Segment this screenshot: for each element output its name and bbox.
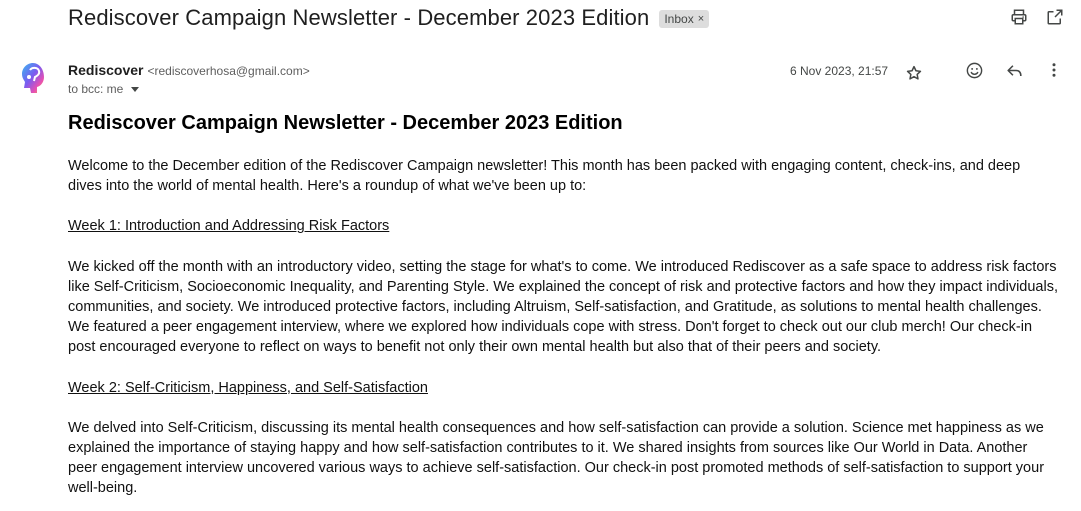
remove-label-icon[interactable]: × <box>697 13 705 25</box>
emoji-icon[interactable] <box>964 60 984 80</box>
email-date: 6 Nov 2023, 21:57 <box>790 64 889 78</box>
sender-avatar[interactable] <box>18 60 48 98</box>
recipients-line <box>68 82 310 96</box>
email-subject: Rediscover Campaign Newsletter - December 2023 Edition <box>68 5 650 30</box>
newsletter-heading: Rediscover Campaign Newsletter - December 2023 Edition <box>68 112 623 134</box>
week1-title: Week 1: Introduction and Addressing Risk Factors <box>68 218 390 235</box>
more-vert-icon[interactable] <box>1044 60 1064 80</box>
message-body <box>68 110 1058 511</box>
inbox-label-chip[interactable] <box>659 10 709 28</box>
reply-icon[interactable] <box>1004 60 1024 80</box>
sender-line <box>68 62 310 78</box>
star-icon[interactable] <box>904 63 924 83</box>
printer-icon[interactable] <box>1009 7 1029 27</box>
label-chip-text: Inbox <box>664 12 694 26</box>
sender-email: <rediscoverhosa@gmail.com> <box>147 64 310 78</box>
week2-title: Week 2: Self-Criticism, Happiness, and Self-Satisfaction <box>68 379 428 396</box>
week2-paragraph: We delved into Self-Criticism, discussing its mental health consequences and how self-satisfaction can provide a solution. Science met happiness as we explained the importance of staying happy and how self-satisfaction contributes to it. We shared insights from sources like Our World in Data. Another peer engagement interview uncovered various ways to achieve self-satisfaction. Our check-in post promoted methods of self-satisfaction to support your well-being. <box>68 419 1045 497</box>
sender-info <box>68 62 310 96</box>
sender-name[interactable]: Rediscover <box>68 62 144 78</box>
chevron-down-icon[interactable] <box>131 87 139 92</box>
subject-bar <box>68 2 709 34</box>
intro-paragraph: Welcome to the December edition of the Rediscover Campaign newsletter! This month has been packed with engaging content, check-ins, and deep dives into the world of mental health. Here's a roundup of what we've been up to: <box>68 158 1021 195</box>
recipients-text: to bcc: me <box>68 82 124 96</box>
week1-paragraph: We kicked off the month with an introductory video, setting the stage for what's to come. We introduced Rediscover as a safe space to address risk factors like Self-Criticism, Socioeconomic Inequality, and Parenting Style. We explained the concept of risk and protective factors and how they impact individuals, communities, and society. We introduced protective factors, including Altruism, Self-satisfaction, and Gratitude, as solutions to mental health challenges. We featured a peer engagement interview, where we explored how individuals cope with stress. Don't forget to check out our club merch! Our check-in post encouraged everyone to reflect on ways to benefit not only their own mental health but also that of their peers and society. <box>68 258 1058 356</box>
message-actions <box>903 60 1063 84</box>
top-toolbar <box>1009 7 1065 27</box>
open-in-new-icon[interactable] <box>1045 7 1065 27</box>
